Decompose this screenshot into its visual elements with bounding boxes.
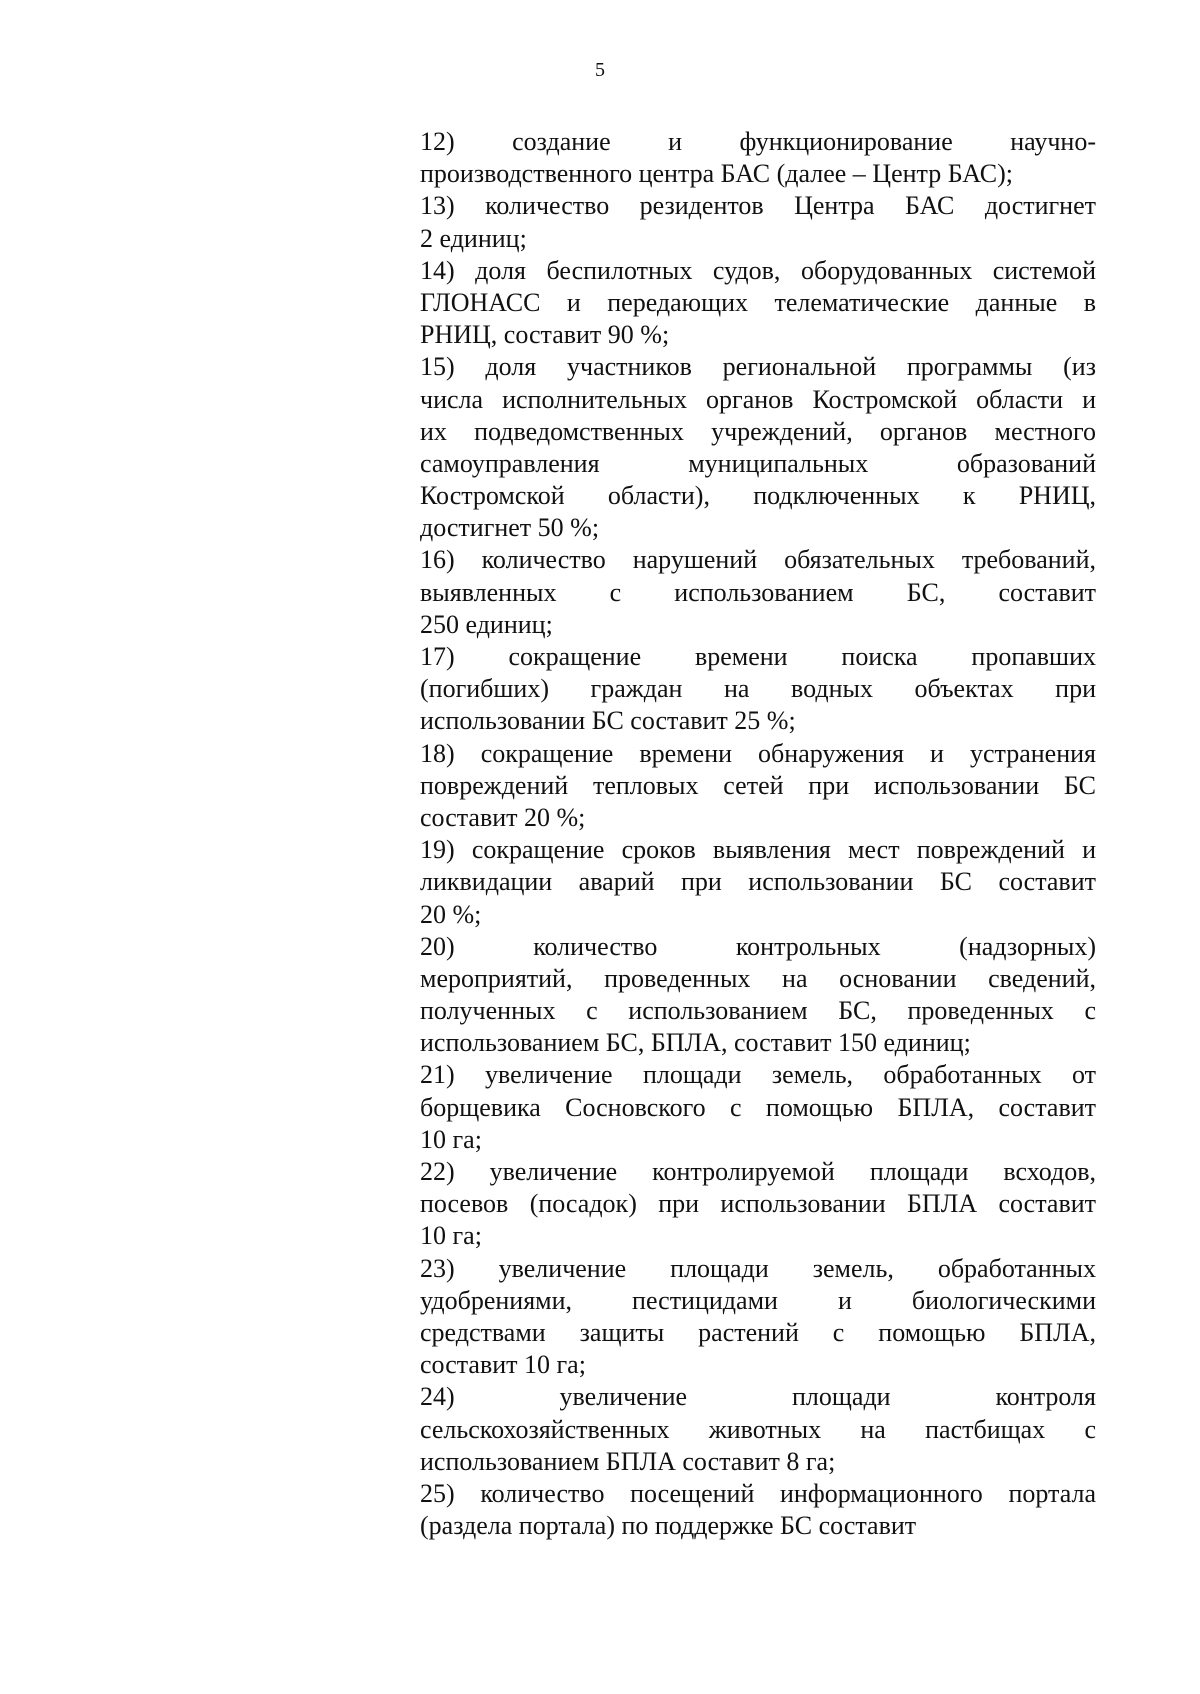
text-line: сельскохозяйственных животных на пастбищах с	[420, 1414, 1096, 1444]
list-item-20	[420, 931, 1096, 1060]
text-line: посевов (посадок) при использовании БПЛА составит	[420, 1189, 1096, 1219]
text-line: 12) создание и функционирование научно-	[420, 127, 1096, 156]
text-line: удобрениями, пестицидами и биологическими	[420, 1285, 1096, 1315]
text-line: выявленных с использованием БС, составит	[420, 577, 1096, 607]
text-line: составит 20 %;	[420, 802, 586, 832]
text-line: мероприятий, проведенных на основании сведений,	[420, 963, 1096, 993]
list-item-25	[420, 1478, 1096, 1542]
text-line: (погибших) граждан на водных объектах при	[420, 674, 1096, 704]
text-line: 2 единиц;	[420, 223, 527, 253]
text-line: ликвидации аварий при использовании БС составит	[420, 867, 1096, 897]
text-line: их подведомственных учреждений, органов местного	[420, 416, 1096, 446]
list-item-18	[420, 738, 1096, 835]
text-line: 24) увеличение площади контроля	[420, 1382, 1096, 1412]
text-line: использованием БС, БПЛА, составит 150 единиц;	[420, 1028, 971, 1058]
text-line: 14) доля беспилотных судов, оборудованных системой	[420, 255, 1096, 285]
text-line: Костромской области), подключенных к РНИЦ,	[420, 481, 1096, 511]
text-line: 25) количество посещений информационного портала	[420, 1478, 1096, 1508]
text-line: 20 %;	[420, 899, 482, 929]
text-line: 20) количество контрольных (надзорных)	[420, 931, 1096, 961]
text-line: 10 га;	[420, 1221, 482, 1251]
document-body	[420, 126, 1096, 1542]
text-line: 13) количество резидентов Центра БАС достигнет	[420, 191, 1096, 221]
text-line: использованием БПЛА составит 8 га;	[420, 1446, 836, 1476]
page-number: 5	[595, 59, 605, 81]
text-line: 21) увеличение площади земель, обработанных от	[420, 1060, 1096, 1090]
list-item-14	[420, 255, 1096, 352]
list-item-16	[420, 544, 1096, 641]
list-item-13	[420, 190, 1096, 254]
text-line: ГЛОНАСС и передающих телематические данные в	[420, 287, 1096, 317]
text-line: 18) сокращение времени обнаружения и устранения	[420, 738, 1096, 768]
text-line: 15) доля участников региональной программы (из	[420, 352, 1096, 382]
text-line: 10 га;	[420, 1124, 482, 1154]
text-line: полученных с использованием БС, проведенных с	[420, 996, 1096, 1026]
list-item-22	[420, 1156, 1096, 1253]
text-line: средствами защиты растений с помощью БПЛА,	[420, 1317, 1096, 1347]
list-item-23	[420, 1253, 1096, 1382]
text-line: производственного центра БАС (далее – Центр БАС);	[420, 159, 1013, 189]
text-line: 19) сокращение сроков выявления мест повреждений и	[420, 835, 1096, 865]
text-line: (раздела портала) по поддержке БС составит	[420, 1511, 917, 1541]
text-line: самоуправления муниципальных образований	[420, 448, 1096, 478]
text-line: достигнет 50 %;	[420, 513, 600, 543]
text-line: числа исполнительных органов Костромской области и	[420, 384, 1096, 414]
text-line: 16) количество нарушений обязательных требований,	[420, 545, 1096, 575]
text-line: борщевика Сосновского с помощью БПЛА, составит	[420, 1092, 1096, 1122]
text-line: 22) увеличение контролируемой площади всходов,	[420, 1157, 1096, 1186]
text-line: составит 10 га;	[420, 1350, 586, 1380]
text-line: повреждений тепловых сетей при использовании БС	[420, 770, 1096, 800]
list-item-19	[420, 834, 1096, 931]
text-line: РНИЦ, составит 90 %;	[420, 320, 670, 350]
text-line: 23) увеличение площади земель, обработанных	[420, 1253, 1096, 1283]
list-item-15	[420, 351, 1096, 544]
list-item-24	[420, 1381, 1096, 1478]
text-line: 250 единиц;	[420, 609, 553, 639]
list-item-21	[420, 1059, 1096, 1156]
list-item-17	[420, 641, 1096, 738]
list-item-12	[420, 126, 1096, 190]
text-line: 17) сокращение времени поиска пропавших	[420, 642, 1096, 671]
text-line: использовании БС составит 25 %;	[420, 706, 796, 736]
